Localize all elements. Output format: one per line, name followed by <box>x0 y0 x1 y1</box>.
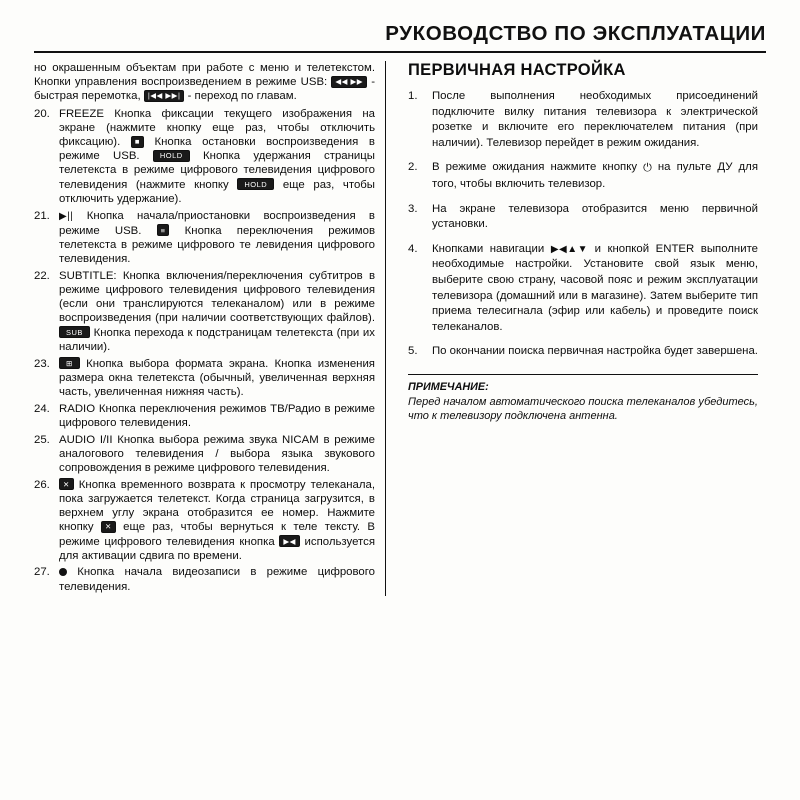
teletext-mode-key-icon: ≡ <box>157 224 170 236</box>
cancel-key-icon-2: ✕ <box>101 521 116 533</box>
left-column <box>34 61 386 596</box>
item-number: 23. <box>34 357 50 370</box>
two-column-body <box>34 61 766 596</box>
item-number: 20. <box>34 107 50 120</box>
item-body: По окончании поиска первичная настройка будет завершена. <box>432 345 758 358</box>
aspect-ratio-key-icon: ⊞ <box>59 357 80 369</box>
list-item <box>34 433 375 476</box>
play-pause-icon: ▶|| <box>59 210 74 222</box>
item-text-a: Кнопка временного возврата к просмотру телеканала, пока загружается телетекст. Когда страница загрузится, в верхнем углу экрана отобразится ее номер. Нажмите кнопку <box>59 478 375 534</box>
item-number: 5. <box>408 345 418 358</box>
item-text-a: FREEZE Кнопка фиксации текущего изображения на экране (нажмите кнопку еще раз, чтобы отключить фиксацию). <box>59 107 375 149</box>
item-body <box>59 478 375 563</box>
timeshift-key-icon: ▶◀ <box>279 535 300 547</box>
hold-key-icon-2: HOLD <box>237 178 274 190</box>
item-number: 2. <box>408 161 418 174</box>
right-column <box>400 61 758 424</box>
page-header-title: РУКОВОДСТВО ПО ЭКСПЛУАТАЦИИ <box>385 22 766 45</box>
header-divider <box>34 51 766 53</box>
item-number: 21. <box>34 209 50 222</box>
note-divider <box>408 374 758 375</box>
item-number: 3. <box>408 202 418 215</box>
list-item <box>408 160 758 192</box>
item-number: 1. <box>408 90 418 102</box>
note-body: Перед началом автоматического поиска телеканалов убедитесь, что к телевизору подключена антенна. <box>408 395 758 423</box>
section-title: ПЕРВИЧНАЯ НАСТРОЙКА <box>408 61 626 79</box>
item-number: 4. <box>408 242 418 255</box>
item-body: RADIO Кнопка переключения режимов ТВ/Радио в режиме цифрового телевидения. <box>59 402 375 429</box>
item-text-c: используется для активации сдвига по времени. <box>59 535 375 562</box>
power-icon: ⏻ <box>643 162 652 175</box>
item-number: 22. <box>34 269 50 282</box>
prev-next-key-icon: |◀◀ ▶▶| <box>144 90 185 102</box>
item-text-b: Кнопка изменения размера окна телетекста (обычный, увеличенная верхняя часть, увеличенная нижняя часть). <box>59 357 375 398</box>
hold-key-icon: HOLD <box>153 150 190 162</box>
item-text-a: Кнопка начала/приостановки воспроизведения в режиме USB. <box>59 209 375 237</box>
intro-text-b: - быстрая перемотка, <box>34 76 375 103</box>
rewind-forward-key-icon: ◀◀ ▶▶ <box>331 76 367 88</box>
intro-text-c: - переход по главам. <box>187 90 297 103</box>
item-body <box>59 565 375 593</box>
list-item <box>408 89 758 151</box>
stop-key-icon: ■ <box>131 136 144 148</box>
list-item <box>34 402 375 430</box>
item-text-c: Кнопка удержания страницы телетекста в режиме цифрового телевидения цифрового телевидения (нажмите кнопку <box>59 150 375 191</box>
item-text-b: на пульте ДУ для того, чтобы включить телевизор. <box>432 161 759 190</box>
item-text-b: и кнопкой ENTER выполните необходимые настройки. Установите свой язык меню, выберите свою страну, часовой пояс и режим эксплуатации телевизора (домашний или в магазине). Затем выберите тип приема телесигнала (эфир или кабель) и проведите поиск телеканалов. <box>432 242 759 333</box>
item-text-b: Кнопка остановки воспроизведения в режиме USB. <box>59 136 375 163</box>
item-body <box>59 209 375 267</box>
item-number: 26. <box>34 478 50 491</box>
navigation-arrows-icon: ▶◀▲▼ <box>550 243 589 255</box>
item-number: 25. <box>34 433 50 446</box>
item-body <box>432 242 758 336</box>
list-item <box>408 344 758 360</box>
item-body: После выполнения необходимых присоединений подключите вилку питания телевизора к электрической розетке и включите его переключателем питания (при наличии). Телевизор перейдет в режим ожидания. <box>432 90 758 149</box>
list-item <box>34 478 375 563</box>
item-body: AUDIO I/II Кнопка выбора режима звука NICAM в режиме аналогового телевидения / выбора языка звукового сопровождения в режиме цифрового телевидения. <box>59 433 375 474</box>
item-text-a: В режиме ожидания нажмите кнопку <box>432 161 638 174</box>
list-item <box>34 357 375 400</box>
intro-paragraph <box>34 61 375 104</box>
item-number: 24. <box>34 402 50 415</box>
list-item <box>34 209 375 267</box>
item-text-b: Кнопка переключения режимов телетекста в режиме цифрового те левидения цифрового телевидения. <box>59 224 375 266</box>
item-text-b: Кнопка перехода к подстраницам телетекста (при их наличии). <box>59 326 375 353</box>
item-text-d: еще раз, чтобы отключить удержание). <box>59 178 375 205</box>
note-title: ПРИМЕЧАНИЕ: <box>408 380 489 393</box>
item-number: 27. <box>34 566 50 579</box>
item-body <box>59 357 375 400</box>
item-text-a: SUBTITLE: Кнопка включения/переключения субтитров в режиме цифрового телевидения цифрового телевидения (если они транслируются телеканалом) или в режиме воспроизведения (при наличии соответствующих файлов). <box>59 269 375 325</box>
item-text-a: Кнопка начала видеозаписи в режиме цифрового телевидения. <box>59 566 375 593</box>
cancel-key-icon: ✕ <box>59 478 74 490</box>
record-button-icon <box>59 568 67 576</box>
list-item <box>408 242 758 336</box>
item-text-a: Кнопка выбора формата экрана. <box>86 357 269 370</box>
item-body <box>59 107 375 206</box>
list-item <box>34 269 375 354</box>
list-item <box>34 565 375 593</box>
intro-text-a: но окрашенным объектам при работе с меню и телетекстом. Кнопки управления воспроизведением в режиме USB: <box>34 62 375 89</box>
item-text-a: Кнопками навигации <box>432 242 545 255</box>
item-body <box>59 269 375 354</box>
item-body: На экране телевизора отобразится меню первичной установки. <box>432 202 758 231</box>
list-item <box>408 202 758 233</box>
item-text-b: еще раз, чтобы вернуться к теле тексту. В режиме цифрового телевидения кнопка <box>59 521 375 548</box>
item-body <box>432 160 758 192</box>
list-item <box>34 107 375 206</box>
subpage-key-icon: SUB <box>59 326 90 338</box>
